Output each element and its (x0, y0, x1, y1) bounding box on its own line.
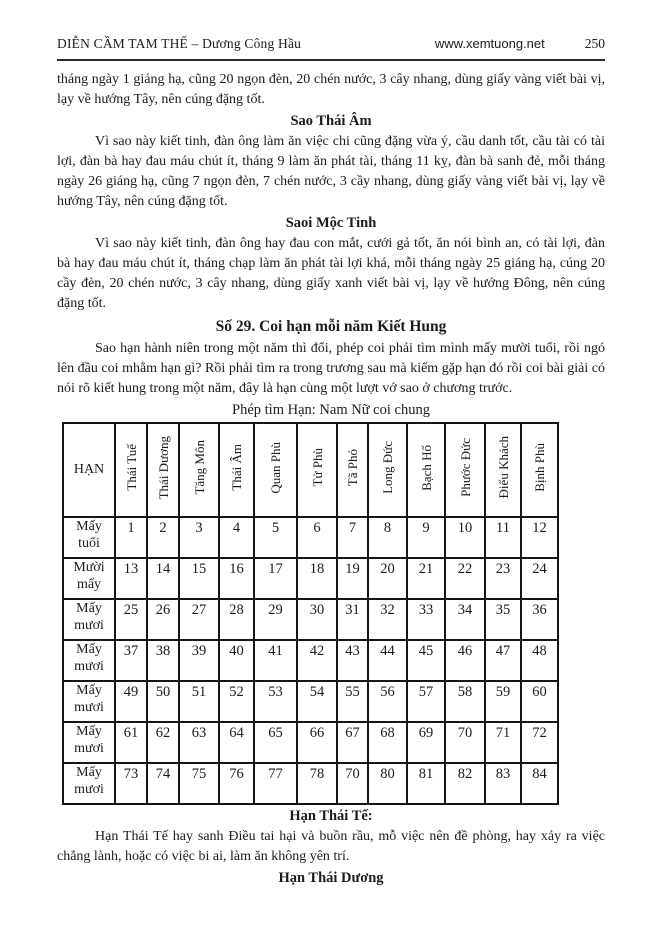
column-header-label: Tử Phù (309, 448, 325, 487)
heading-sao-moc-tinh: Saoi Mộc Tinh (285, 215, 377, 231)
column-header-label: Quan Phù (268, 441, 283, 494)
column-header-label: Thái Dương (155, 435, 171, 500)
table-cell: 33 (407, 599, 445, 640)
table-cell: 14 (147, 558, 179, 599)
heading-sao-thai-am: Sao Thái Âm (290, 113, 372, 129)
table-header-row (63, 423, 558, 517)
table-cell: 74 (147, 763, 179, 804)
table-cell: 77 (254, 763, 297, 804)
column-header-3 (179, 423, 219, 517)
column-header-1 (115, 423, 147, 517)
table-cell: 32 (368, 599, 407, 640)
table-cell: 42 (297, 640, 337, 681)
table-cell: 78 (297, 763, 337, 804)
row-label: Mấy tuổi (63, 517, 115, 558)
table-corner-label: HẠN (63, 423, 115, 517)
table-cell: 46 (445, 640, 485, 681)
column-header-5 (254, 423, 297, 517)
website-url: www.xemtuong.net (434, 36, 545, 51)
table-row (63, 763, 558, 804)
table-cell: 84 (521, 763, 558, 804)
table-row (63, 558, 558, 599)
row-label: Mấy mươi (63, 722, 115, 763)
table-cell: 18 (297, 558, 337, 599)
heading-han-thai-duong: Hạn Thái Dương (278, 870, 384, 886)
paragraph-sao-thai-am: Vì sao này kiết tinh, đàn ông làm ăn việc chi cũng đặng vừa ý, cầu danh tốt, cầu tài có tài lợi, đàn bà hay đau máu chút ít, tháng 9 làm ăn phát tài, tháng 11 kỵ, đàn bà sanh đẻ, mỗi tháng ngày 26 giáng hạ, cũng 7 ngọn đèn, 7 chén nước, 3 cầy nhang, dùng giấy vàng viết bài vị, lạy về hướng Tây, nên cúng đặng tốt. (57, 134, 605, 209)
table-cell: 17 (254, 558, 297, 599)
table-row (63, 722, 558, 763)
table-cell: 53 (254, 681, 297, 722)
table-cell: 82 (445, 763, 485, 804)
table-cell: 25 (115, 599, 147, 640)
paragraph-continuation: tháng ngày 1 giáng hạ, cũng 20 ngọn đèn, 20 chén nước, 3 cây nhang, dùng giấy vàng viết bài vị, lạy về hướng Tây, nên cúng đặng tốt. (57, 72, 605, 107)
column-header-2 (147, 423, 179, 517)
column-header-label: Thái Tuế (123, 444, 139, 491)
page-header (57, 36, 605, 61)
table-cell: 62 (147, 722, 179, 763)
column-header-8 (368, 423, 407, 517)
column-header-12 (521, 423, 558, 517)
table-cell: 21 (407, 558, 445, 599)
table-cell: 19 (337, 558, 368, 599)
table-cell: 67 (337, 722, 368, 763)
table-cell: 2 (147, 517, 179, 558)
table-cell: 40 (219, 640, 254, 681)
table-cell: 80 (368, 763, 407, 804)
column-header-4 (219, 423, 254, 517)
row-label: Mấy mươi (63, 640, 115, 681)
table-cell: 8 (368, 517, 407, 558)
table-cell: 50 (147, 681, 179, 722)
row-label: Mấy mươi (63, 681, 115, 722)
table-caption: Phép tìm Hạn: Nam Nữ coi chung (232, 402, 430, 418)
table-cell: 7 (337, 517, 368, 558)
column-header-9 (407, 423, 445, 517)
page-number: 250 (584, 36, 605, 51)
table-cell: 28 (219, 599, 254, 640)
table-cell: 5 (254, 517, 297, 558)
table-cell: 37 (115, 640, 147, 681)
table-cell: 4 (219, 517, 254, 558)
table-cell: 15 (179, 558, 219, 599)
table-cell: 66 (297, 722, 337, 763)
header-right (435, 36, 605, 52)
column-header-label: Tã Phó (345, 448, 360, 487)
table-cell: 1 (115, 517, 147, 558)
column-header-label: Tăng Môn (191, 440, 207, 495)
table-cell: 26 (147, 599, 179, 640)
table-cell: 63 (179, 722, 219, 763)
table-cell: 20 (368, 558, 407, 599)
table-cell: 61 (115, 722, 147, 763)
table-cell: 65 (254, 722, 297, 763)
table-cell: 83 (485, 763, 521, 804)
row-label: Mấy mươi (63, 599, 115, 640)
table-cell: 49 (115, 681, 147, 722)
table-row (63, 640, 558, 681)
table-cell: 54 (297, 681, 337, 722)
table-cell: 60 (521, 681, 558, 722)
table-cell: 35 (485, 599, 521, 640)
table-cell: 31 (337, 599, 368, 640)
table-cell: 68 (368, 722, 407, 763)
table-cell: 11 (485, 517, 521, 558)
column-header-label: Bạch Hổ (418, 444, 434, 491)
table-cell: 36 (521, 599, 558, 640)
column-header-7 (337, 423, 368, 517)
table-cell: 38 (147, 640, 179, 681)
table-cell: 9 (407, 517, 445, 558)
table-cell: 48 (521, 640, 558, 681)
table-cell: 59 (485, 681, 521, 722)
column-header-11 (485, 423, 521, 517)
table-cell: 47 (485, 640, 521, 681)
table-row (63, 681, 558, 722)
table-cell: 12 (521, 517, 558, 558)
heading-han-thai-te: Hạn Thái Tế: (289, 808, 373, 824)
table-cell: 6 (297, 517, 337, 558)
table-cell: 27 (179, 599, 219, 640)
table-cell: 56 (368, 681, 407, 722)
table-cell: 13 (115, 558, 147, 599)
table-cell: 45 (407, 640, 445, 681)
table-cell: 55 (337, 681, 368, 722)
table-row (63, 599, 558, 640)
column-header-label: Long Đức (380, 441, 395, 494)
table-cell: 10 (445, 517, 485, 558)
table-cell: 24 (521, 558, 558, 599)
book-title: DIỄN CẦM TAM THẾ – Dương Công Hầu (57, 36, 302, 51)
table-cell: 71 (485, 722, 521, 763)
row-label: Mấy mươi (63, 763, 115, 804)
table-cell: 16 (219, 558, 254, 599)
column-header-label: Thái Âm (229, 444, 244, 491)
table-cell: 34 (445, 599, 485, 640)
table-cell: 29 (254, 599, 297, 640)
table-cell: 76 (219, 763, 254, 804)
table-row (63, 517, 558, 558)
table-cell: 3 (179, 517, 219, 558)
paragraph-so-29: Sao hạn hành niên trong một năm thì đổi, phép coi phải tìm mình mấy mười tuổi, rồi ngó lên đầu coi mhằm hạn gì? Rồi phải tìm ra trong trương sau mà kiếm gặp hạn đó rồi coi bài giải có nói rõ kiết hung trong một năm, đây là hạn cùng một lượt vớ sao ở chương trước. (57, 341, 605, 396)
heading-so-29: Số 29. Coi hạn mỗi năm Kiết Hung (215, 318, 447, 335)
table-cell: 44 (368, 640, 407, 681)
column-header-label: Bịnh Phù (532, 443, 547, 492)
table-cell: 81 (407, 763, 445, 804)
table-cell: 39 (179, 640, 219, 681)
table-cell: 58 (445, 681, 485, 722)
column-header-6 (297, 423, 337, 517)
table-cell: 70 (445, 722, 485, 763)
paragraph-sao-moc-tinh: Vì sao này kiết tinh, đàn ông hay đau con mắt, cưới gả tốt, ăn nói bình an, có tài lợi, đàn bà hay đau máu chút ít, tháng chạp làm ăn phát tài lợi khá, mỗi tháng ngày 25 giáng hạ, cúng 20 cầy đèn, 20 chén nước, 3 cây nhang, dùng giấy xanh viết bài vị, lạy về hướng Đông, nên cúng đặng tốt. (57, 236, 605, 311)
table-cell: 43 (337, 640, 368, 681)
table-cell: 72 (521, 722, 558, 763)
table-cell: 52 (219, 681, 254, 722)
column-header-label: Điếu Khách (495, 436, 511, 499)
table-cell: 64 (219, 722, 254, 763)
table-cell: 75 (179, 763, 219, 804)
table-cell: 51 (179, 681, 219, 722)
table-cell: 22 (445, 558, 485, 599)
table-cell: 30 (297, 599, 337, 640)
paragraph-han-thai-te: Hạn Thái Tế hay sanh Điều tai hại và buồn rầu, mỗ việc nên đề phòng, hay xảy ra việc chẳng lành, hoặc có việc bi ai, làm ăn không yên trí. (57, 829, 605, 864)
table-cell: 73 (115, 763, 147, 804)
han-lookup-table (62, 422, 559, 805)
table-cell: 69 (407, 722, 445, 763)
table-cell: 41 (254, 640, 297, 681)
column-header-10 (445, 423, 485, 517)
table-cell: 57 (407, 681, 445, 722)
table-cell: 23 (485, 558, 521, 599)
table-cell: 70 (337, 763, 368, 804)
column-header-label: Phước Đức (457, 438, 473, 497)
row-label: Mười mấy (63, 558, 115, 599)
